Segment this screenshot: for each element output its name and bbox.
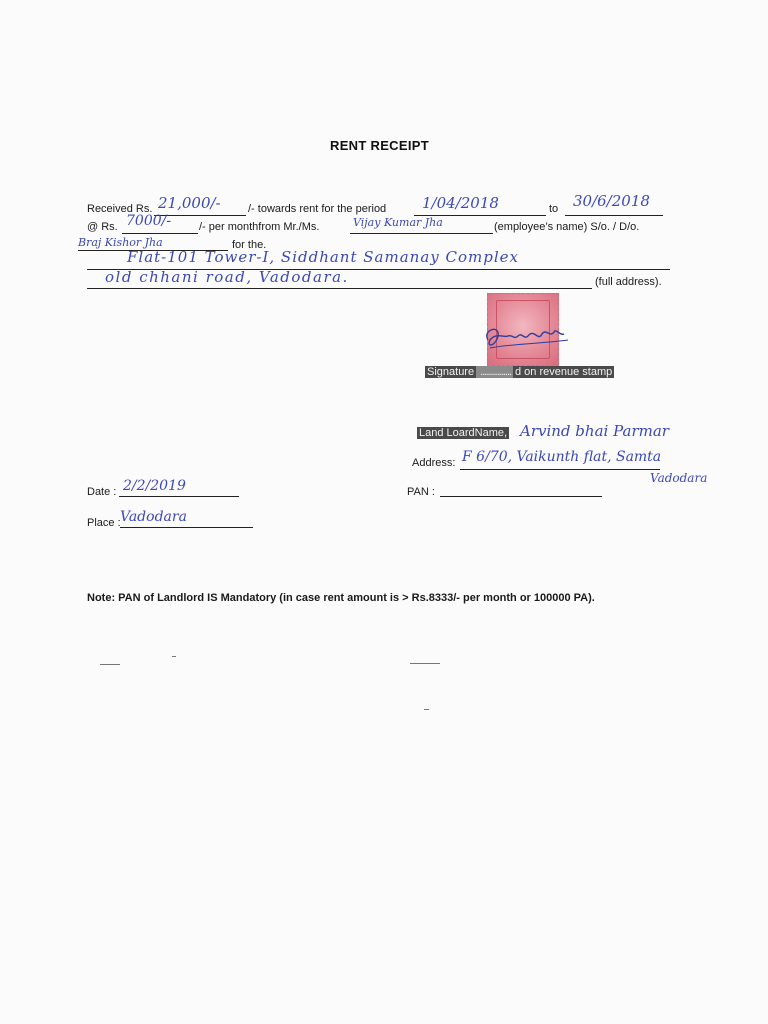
landlord-address-2: Vadodara (650, 471, 708, 485)
period-to-field (565, 192, 663, 216)
receipt-title: RENT RECEIPT (330, 138, 429, 153)
full-address-caption: (full address). (595, 276, 662, 288)
period-to-date: 30/6/2018 (573, 192, 650, 210)
landlord-address-1: F 6/70, Vaikunth flat, Samta (462, 449, 662, 465)
signature-label-start: Signature (427, 366, 475, 378)
signature-caption (425, 366, 614, 378)
signature-label-obscured: ............... (478, 366, 511, 378)
signature-label-end: d on revenue stamp (515, 366, 613, 378)
scan-speck (410, 663, 440, 664)
employee-name-caption: (employee’s name) S/o. / D/o. (494, 221, 640, 233)
scan-speck (424, 709, 429, 710)
scan-speck (100, 664, 120, 665)
address-line-2: old chhani road, Vadodara. (105, 268, 349, 286)
employee-name-field (350, 218, 493, 234)
address-line-2-field (87, 268, 592, 289)
landlord-signature (478, 318, 578, 358)
address-line-1: Flat-101 Tower-I, Siddhant Samanay Complex (127, 248, 519, 266)
landlord-name: Arvind bhai Parmar (520, 422, 669, 440)
landlord-name-label: Land LoardName, (419, 427, 508, 439)
place-field (120, 509, 253, 528)
date-label: Date : (87, 486, 117, 498)
period-from-field (414, 194, 546, 216)
date-field (119, 478, 239, 497)
pan-field (440, 484, 602, 497)
pan-label: PAN : (407, 486, 435, 498)
monthly-rent-field (122, 213, 198, 234)
place-value: Vadodara (120, 509, 187, 525)
monthly-rate-label: @ Rs. (87, 221, 118, 233)
period-from-date: 1/04/2018 (422, 194, 499, 212)
employee-name: Vijay Kumar Jha (353, 216, 443, 229)
received-label: Received Rs. (87, 203, 153, 215)
landlord-address-field (460, 449, 662, 470)
received-amount: 21,000/- (158, 194, 221, 212)
relation-name: Braj Kishor Jha (78, 236, 163, 249)
to-label: to (549, 203, 559, 215)
scan-speck (172, 656, 176, 657)
place-label: Place : (87, 517, 121, 529)
monthly-rent: 7000/- (126, 213, 172, 229)
per-month-label: /- per monthfrom Mr./Ms. (199, 221, 320, 233)
date-value: 2/2/2019 (123, 478, 186, 494)
for-the-label: for the. (232, 239, 267, 251)
period-label: /- towards rent for the period (248, 203, 387, 215)
landlord-address-label: Address: (412, 457, 456, 469)
pan-note: Note: PAN of Landlord IS Mandatory (in case rent amount is > Rs.8333/- per month or 100000 PA). (87, 592, 595, 604)
